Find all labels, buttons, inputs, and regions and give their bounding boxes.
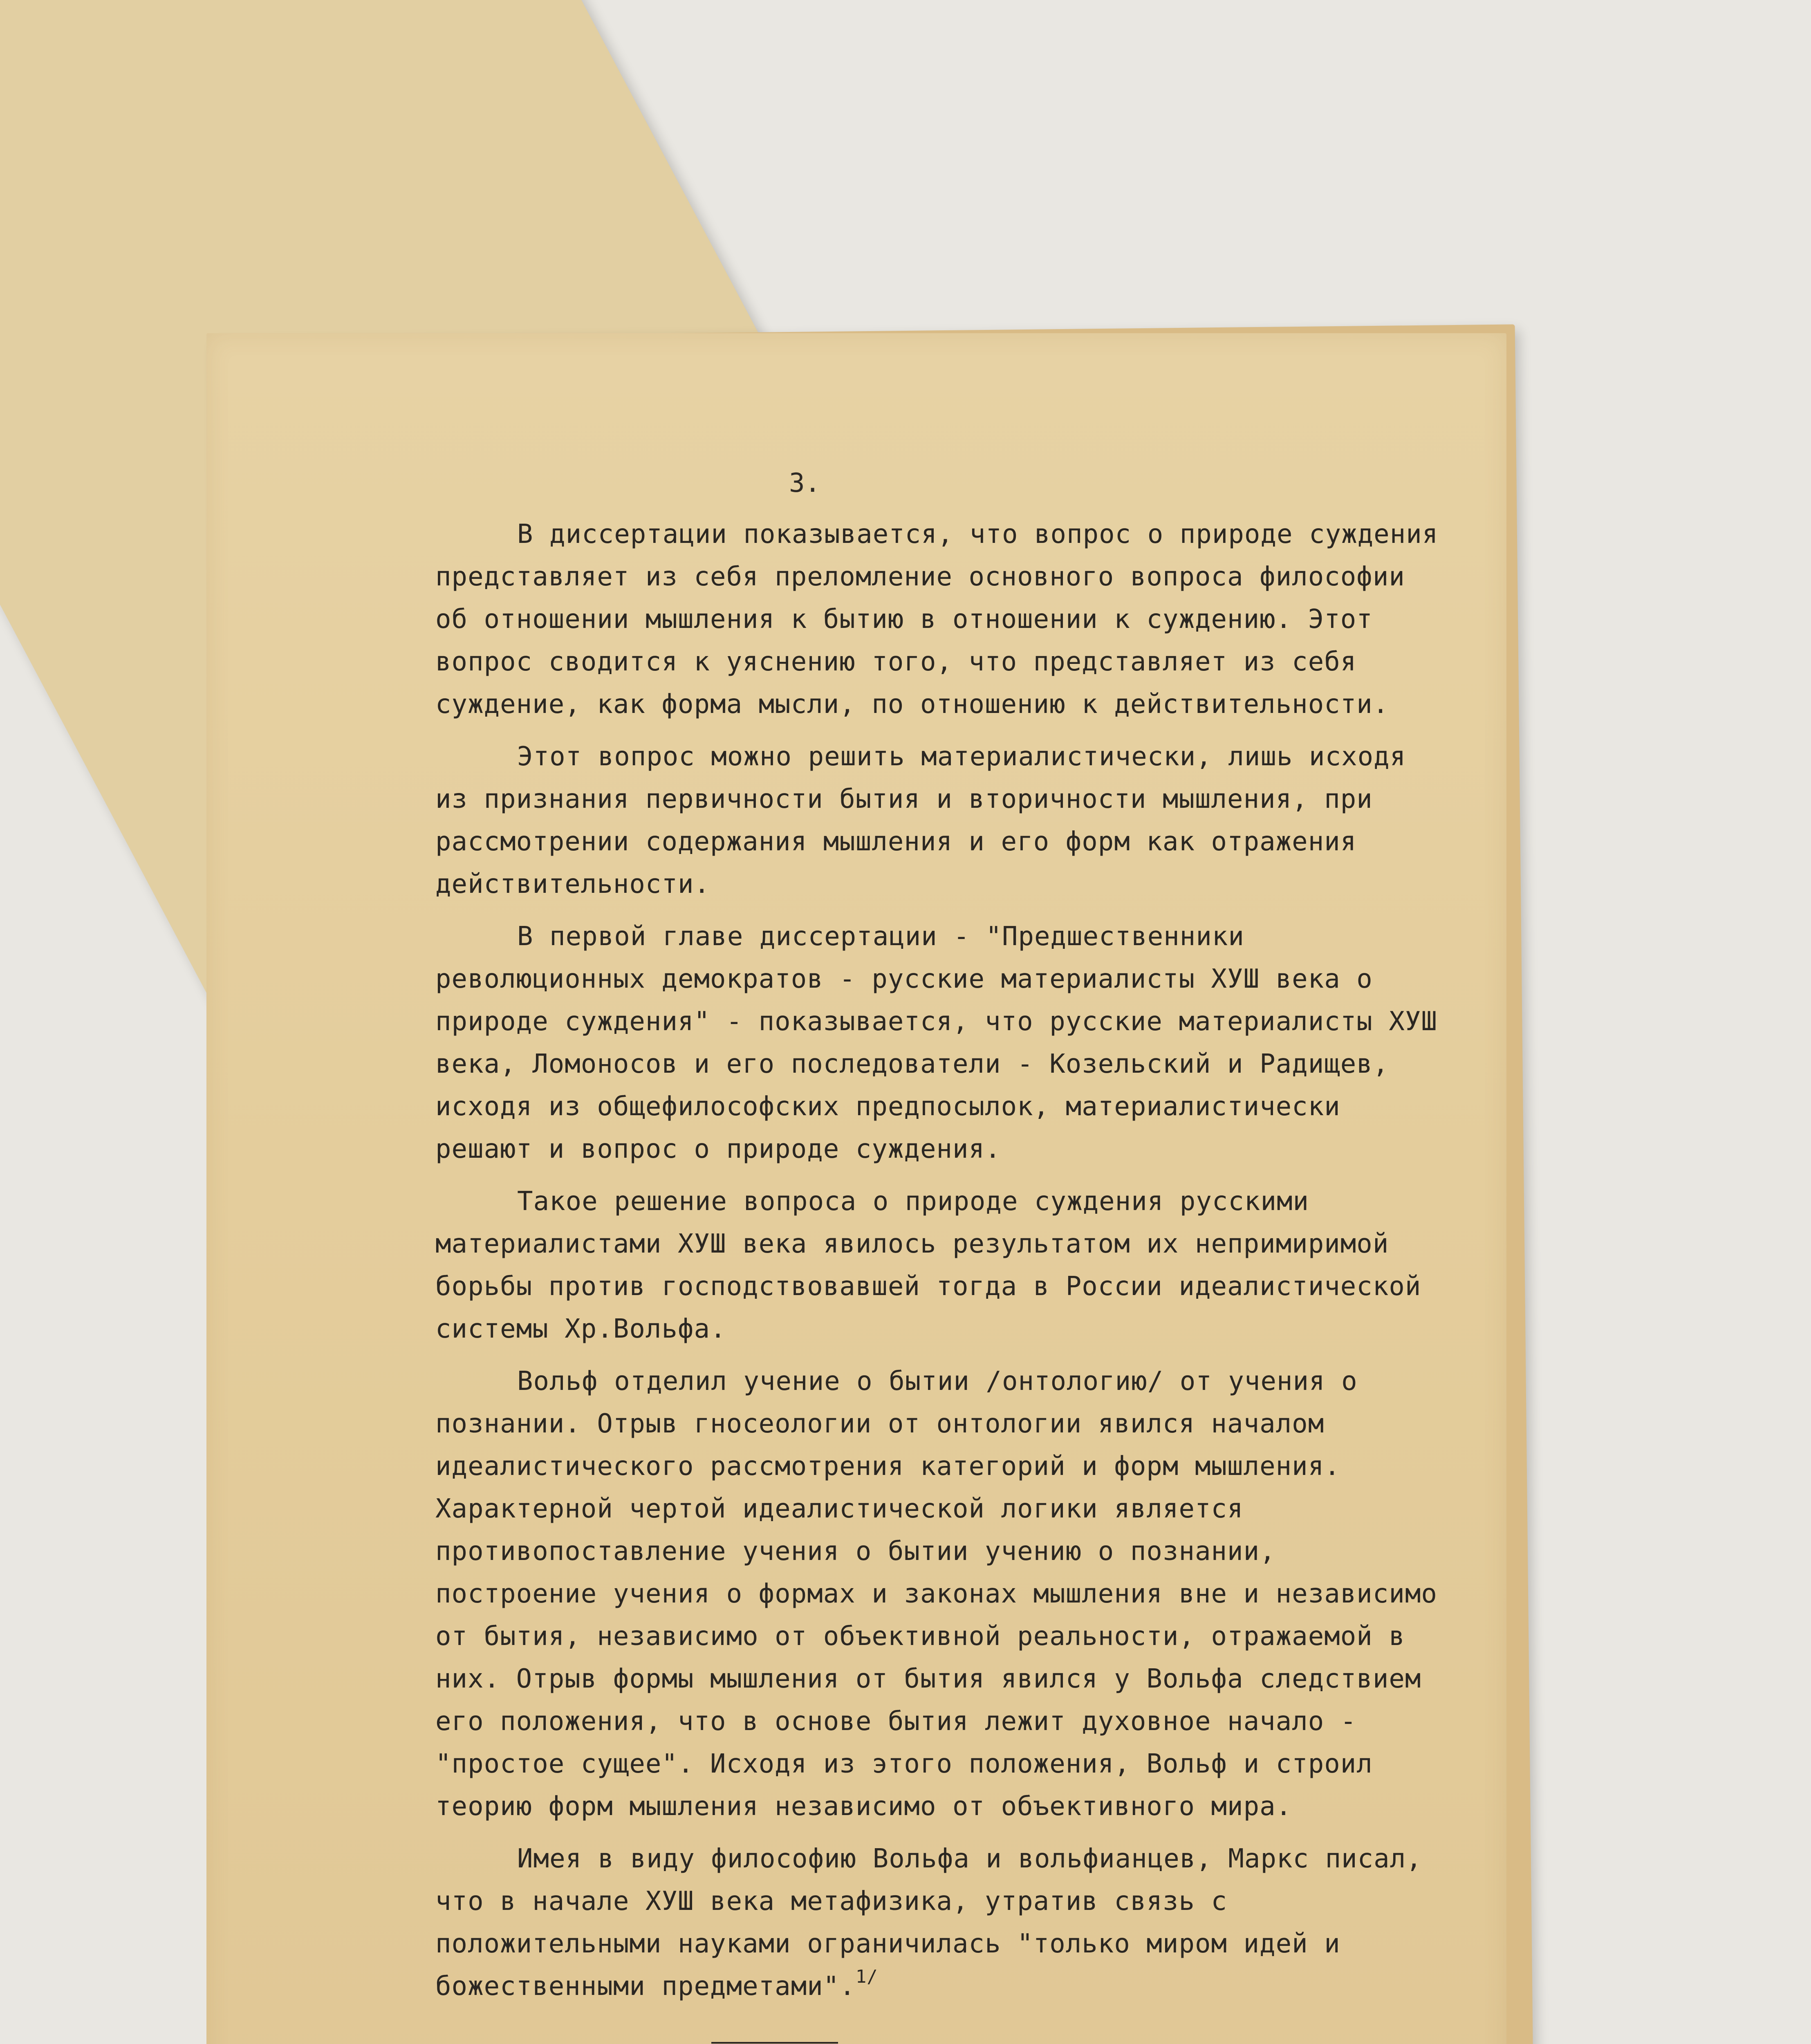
paragraph: Вольф отделил учение о бытии /онтологию/ от учения о познании. Отрыв гносеологии от онтологии явился началом идеалистического рассмотрения категорий и форм мышления. Характерной чертой идеалистической логики является противопоставление учения о бытии учению о познании, построение учения о формах и законах мышления вне и независимо от бытия, независимо от объективной реальности, отражаемой в них. Отрыв формы мышления от бытия явился у Вольфа следствием его положения, что в основе бытия лежит духовное начало - "простое сущее". Исходя из этого положения, Вольф и строил теорию форм мышления независимо от объективного мира. bbox=[435, 1366, 1437, 1822]
paragraph: Этот вопрос можно решить материалистически, лишь исходя из признания первичности бытия и вторичности мышления, при рассмотрении содержания мышления и его форм как отражения действительности. bbox=[435, 742, 1406, 899]
paragraph: В диссертации показывается, что вопрос о природе суждения представляет из себя преломление основного вопроса философии об отношении мышления к бытию в отношении к суждению. Этот вопрос сводится к уяснению того, что представляет из себя суждение, как форма мысли, по отношению к действительности. bbox=[435, 519, 1439, 719]
document-page bbox=[206, 333, 1506, 2044]
paragraph-text: Имея в виду философию Вольфа и вольфианцев, Маркс писал, что в начале ХУШ века метафизика, утратив связь с положительными науками ограничилась "только миром идей и божественными предметами". bbox=[435, 1844, 1422, 2001]
paragraph: Такое решение вопроса о природе суждения русскими материалистами ХУШ века явилось результатом их непримиримой борьбы против господствовавшей тогда в России идеалистической системы Хр.Вольфа. bbox=[435, 1186, 1421, 1344]
body-text bbox=[435, 513, 1449, 2017]
paragraph: В первой главе диссертации - "Предшественники революционных демократов - русские материалисты ХУШ века о природе суждения" - показывается, что русские материалисты ХУШ века, Ломоносов и его последователи - Козельский и Радищев, исходя из общефилософских предпосылок, материалистически решают и вопрос о природе суждения. bbox=[435, 921, 1437, 1164]
page-number: 3. bbox=[789, 468, 821, 498]
footnote-divider bbox=[711, 2042, 838, 2044]
paragraph-with-footnote bbox=[435, 1838, 1449, 2008]
footnote-marker: 1/ bbox=[855, 1966, 878, 1987]
